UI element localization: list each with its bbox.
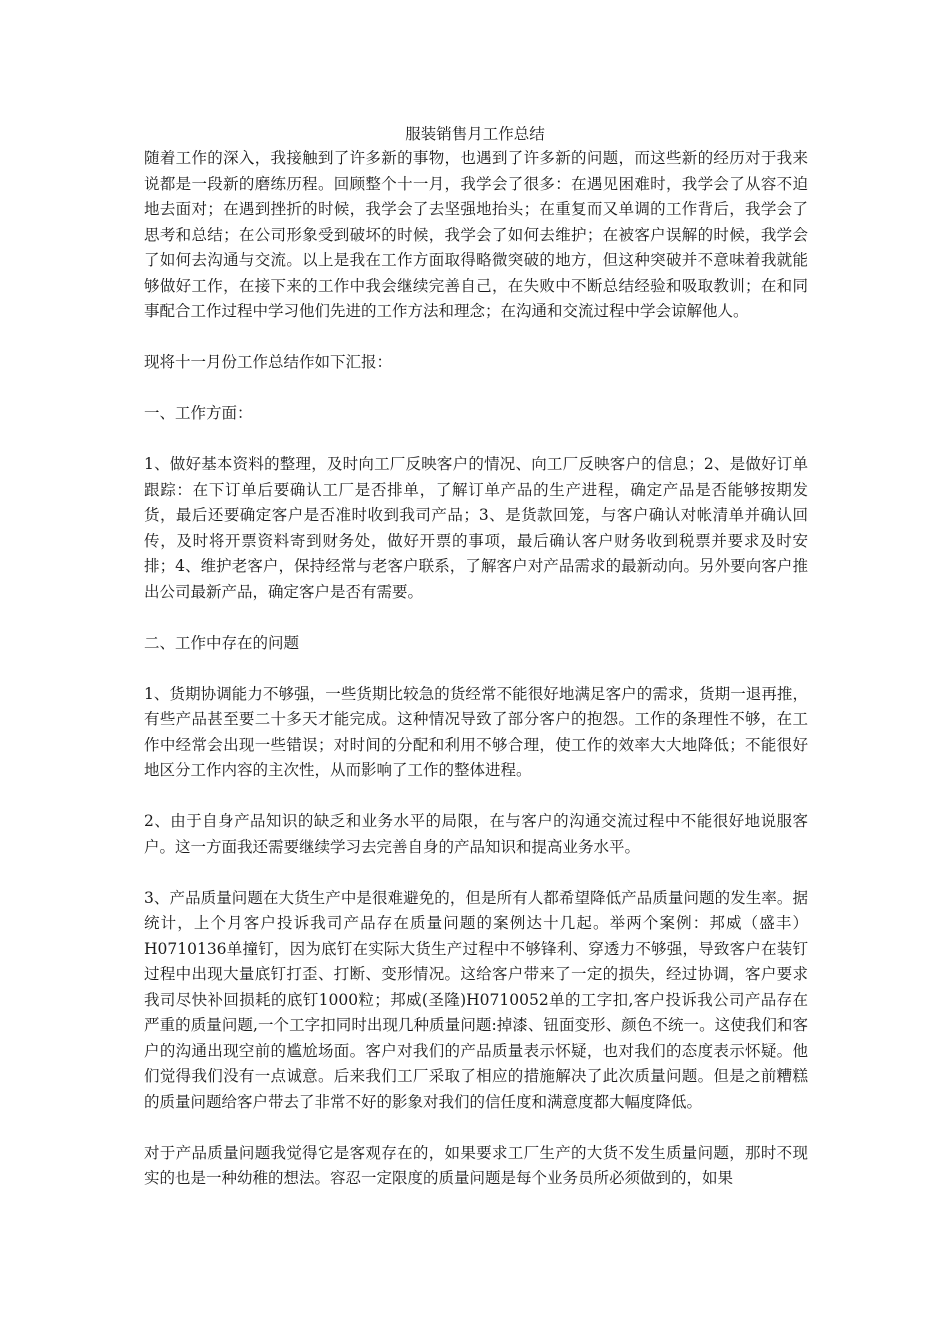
- document-title: 服装销售月工作总结: [405, 125, 545, 143]
- section-heading-problems: 二、工作中存在的问题: [144, 633, 300, 652]
- paragraph-quality-view: 对于产品质量问题我觉得它是客观存在的，如果要求工厂生产的大货不发生质量问题，那时不现实的也是一种幼稚的想法。容忍一定限度的质量问题是每个业务员所必须做到的，如果: [144, 1143, 808, 1187]
- paragraph-problem-3: 3、产品质量问题在大货生产中是很难避免的，但是所有人都希望降低产品质量问题的发生率。据统计，上个月客户投诉我司产品存在质量问题的案例达十几起。举两个案例：邦威（盛丰）H0710136单撞钉，因为底钉在实际大货生产过程中不够锋利、穿透力不够强，导致客户在装钉过程中出现大量底钉打歪、打断、变形情况。这给客户带来了一定的损失，经过协调，客户要求我司尽快补回损耗的底钉1000粒；邦威(圣隆)H0710052单的工字扣,客户投诉我公司产品存在严重的质量问题,一个工字扣同时出现几种质量问题:掉漆、钮面变形、颜色不统一。这使我们和客户的沟通出现空前的尴尬场面。客户对我们的产品质量表示怀疑，也对我们的态度表示怀疑。他们觉得我们没有一点诚意。后来我们工厂采取了相应的措施解决了此次质量问题。但是之前糟糕的质量问题给客户带去了非常不好的影象对我们的信任度和满意度都大幅度降低。: [144, 888, 808, 1111]
- paragraph-problem-2: 2、由于自身产品知识的缺乏和业务水平的局限，在与客户的沟通交流过程中不能很好地说服客户。这一方面我还需要继续学习去完善自身的产品知识和提高业务水平。: [144, 812, 808, 856]
- paragraph-intro: 随着工作的深入，我接触到了许多新的事物，也遇到了许多新的问题，而这些新的经历对于我来说都是一段新的磨练历程。回顾整个十一月，我学会了很多：在遇见困难时，我学会了从容不迫地去面对；在遇到挫折的时候，我学会了去坚强地抬头；在重复而又单调的工作背后，我学会了思考和总结；在公司形象受到破坏的时候，我学会了如何去维护；在被客户误解的时候，我学会了如何去沟通与交流。以上是我在工作方面取得略微突破的地方，但这种突破并不意味着我就能够做好工作，在接下来的工作中我会继续完善自己，在失败中不断总结经验和吸取教训；在和同事配合工作过程中学习他们先进的工作方法和理念；在沟通和交流过程中学会谅解他人。: [144, 149, 808, 320]
- paragraph-work-items: 1、做好基本资料的整理，及时向工厂反映客户的情况、向工厂反映客户的信息；2、是做好订单跟踪：在下订单后要确认工厂是否排单，了解订单产品的生产进程，确定产品是否能够按期发货，最后还要确定客户是否准时收到我司产品；3、是货款回笼，与客户确认对帐清单并确认回传，及时将开票资料寄到财务处，做好开票的事项，最后确认客户财务收到税票并要求及时安排；4、维护老客户，保持经常与老客户联系，了解客户对产品需求的最新动向。另外要向客户推出公司最新产品，确定客户是否有需要。: [144, 455, 808, 601]
- paragraph-problem-1: 1、货期协调能力不够强，一些货期比较急的货经常不能很好地满足客户的需求，货期一退再推，有些产品甚至要二十多天才能完成。这种情况导致了部分客户的抱怨。工作的条理性不够，在工作中经常会出现一些错误；对时间的分配和利用不够合理，使工作的效率大大地降低；不能很好地区分工作内容的主次性，从而影响了工作的整体进程。: [144, 684, 808, 779]
- section-heading-work: 一、工作方面：: [144, 404, 253, 422]
- document-body: [144, 146, 808, 1217]
- paragraph-report-lead: 现将十一月份工作总结作如下汇报：: [144, 353, 393, 371]
